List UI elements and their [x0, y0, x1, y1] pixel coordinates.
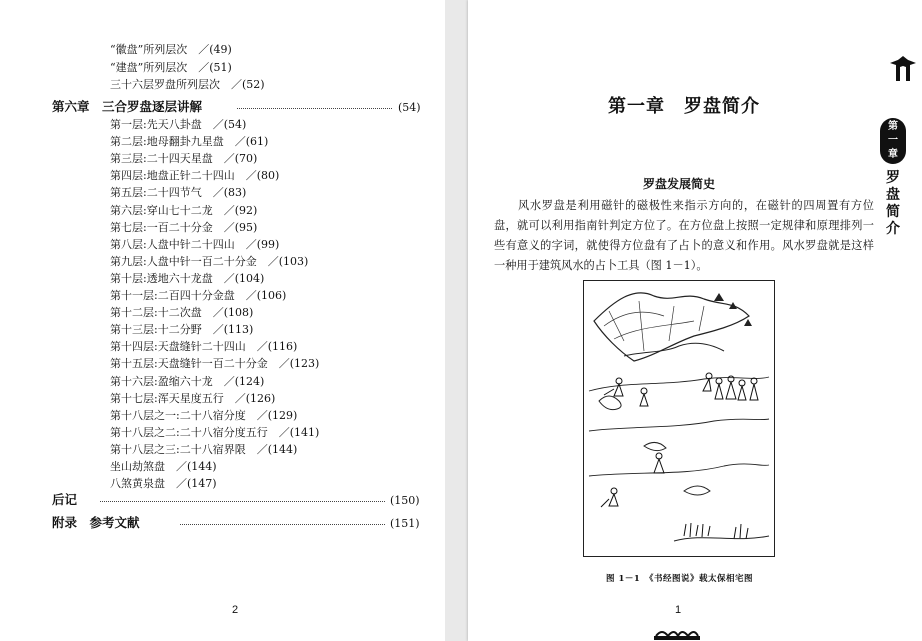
toc-spacer — [77, 515, 90, 530]
toc-entry-title: 第十三层:十二分野 — [110, 323, 202, 337]
badge-char: 章 — [888, 149, 898, 160]
toc-entry[interactable] — [110, 357, 319, 371]
toc-entry-title: “徽盘”所列层次 — [110, 43, 188, 56]
toc-entry-page: ／(83) — [212, 186, 247, 200]
toc-entry[interactable] — [110, 426, 319, 440]
toc-entry[interactable] — [110, 340, 297, 354]
toc-entry-title: 第九层:人盘中针一百二十分金 — [110, 254, 257, 268]
toc-entry-page: ／(106) — [245, 289, 287, 302]
page-number-left: 2 — [232, 604, 239, 616]
toc-entry-page: ／(54) — [212, 118, 247, 131]
toc-spacer — [90, 99, 103, 114]
toc-spacer — [165, 477, 176, 490]
toc-entry[interactable] — [110, 169, 279, 183]
toc-entry-title: 第五层:二十四节气 — [110, 186, 202, 200]
ornament-icon — [654, 625, 700, 641]
toc-entry[interactable] — [110, 443, 297, 457]
toc-entry-page: ／(61) — [234, 135, 269, 149]
toc-entry[interactable] — [110, 272, 264, 286]
toc-entry[interactable] — [110, 118, 246, 132]
toc-spacer — [213, 375, 224, 388]
compass-emblem-icon — [888, 55, 918, 87]
toc-entry-page: ／(51) — [198, 60, 232, 74]
toc-entry[interactable] — [110, 186, 246, 200]
toc-entry-page: ／(80) — [245, 169, 280, 183]
badge-char: 一 — [888, 135, 898, 146]
toc-entry-title: 三十六层罗盘所列层次 — [110, 78, 220, 91]
toc-entry[interactable] — [110, 409, 297, 423]
toc-entry-page: ／(116) — [256, 340, 298, 354]
toc-entry-page: ／(95) — [223, 220, 258, 234]
toc-entry-page: ／(144) — [176, 460, 217, 473]
toc-spacer — [202, 118, 213, 131]
toc-entry-page: ／(108) — [212, 306, 254, 320]
toc-entry[interactable] — [110, 460, 217, 474]
toc-spacer — [268, 426, 279, 439]
body-paragraph: 风水罗盘是利用磁针的磁极性来指示方向的，在磁针的四周置有方位盘，就可以利用指南针判定方位了。在方位盘上按照一定规律和原理排列一些有意义的字词，就使得方位盘有了占卜的意义和作用。风水罗盘就是这样一种用于建筑风水的占卜工具（图 1－1）。 — [494, 199, 874, 272]
toc-entry-title: 第十层:透地六十龙盘 — [110, 271, 213, 285]
toc-spacer — [213, 204, 224, 217]
appendix-label: 附录 — [52, 515, 78, 530]
toc-entry-page: ／(129) — [256, 408, 298, 422]
toc-entry[interactable] — [110, 392, 275, 406]
toc-entry[interactable] — [110, 152, 257, 166]
side-title-char: 罗 — [886, 170, 900, 186]
side-title — [883, 170, 903, 238]
toc-spacer — [202, 323, 213, 336]
toc-spacer — [246, 409, 257, 422]
appendix-page: (151) — [390, 517, 420, 530]
toc-entry-page: ／(103) — [267, 254, 309, 268]
toc-entry-title: 第十四层:天盘缝针二十四山 — [110, 340, 246, 354]
toc-entry-page: ／(70) — [223, 152, 258, 166]
toc-spacer — [165, 460, 176, 473]
toc-entry-title: “建盘”所列层次 — [110, 60, 188, 74]
toc-entry-title: 第十一层:二百四十分金盘 — [110, 289, 235, 302]
badge-char: 第 — [888, 121, 898, 132]
toc-entry-title: 第十八层之二:二十八宿分度五行 — [110, 425, 268, 439]
toc-entry-page: ／(49) — [198, 43, 232, 56]
leader-dots — [237, 108, 392, 109]
toc-entry-page: ／(113) — [212, 323, 254, 337]
toc-spacer — [224, 135, 235, 148]
toc-spacer — [202, 306, 213, 319]
toc-entry-title: 第一层:先天八卦盘 — [110, 118, 202, 131]
toc-entry-page: ／(126) — [234, 391, 276, 405]
toc-entry[interactable] — [110, 135, 268, 149]
right-page — [468, 0, 922, 641]
toc-entry[interactable] — [110, 221, 257, 235]
leader-dots — [180, 524, 385, 525]
toc-entry-title: 第十五层:天盘缝针一百二十分金 — [110, 357, 268, 371]
toc-entry[interactable] — [110, 255, 308, 269]
chapter-badge — [880, 118, 906, 164]
side-title-char: 简 — [886, 204, 900, 220]
toc-entry-title: 第十二层:十二次盘 — [110, 306, 202, 320]
toc-spacer — [213, 152, 224, 165]
toc-spacer — [246, 340, 257, 353]
toc-entry-title: 第十八层之三:二十八宿界限 — [110, 442, 246, 456]
toc-entry-page: ／(99) — [245, 237, 280, 251]
toc-entry[interactable] — [110, 323, 253, 337]
chapter-heading[interactable] — [52, 97, 202, 115]
toc-entry[interactable] — [110, 238, 279, 252]
toc-spacer — [235, 169, 246, 182]
afterword-heading[interactable]: 后记 — [52, 492, 78, 507]
toc-entry-title: 第七层:一百二十分金 — [110, 220, 213, 234]
toc-spacer — [257, 255, 268, 268]
toc-entry-title: 第十八层之一:二十八宿分度 — [110, 408, 246, 422]
toc-entry-page: ／(92) — [223, 203, 258, 217]
toc-entry-page: ／(104) — [223, 271, 265, 285]
toc-entry-page: ／(144) — [256, 442, 298, 456]
toc-entry-page: ／(141) — [278, 425, 320, 439]
figure-caption: 图 1－1 《书经图说》载太保相宅图 — [606, 574, 754, 584]
toc-spacer — [213, 272, 224, 285]
toc-entry-page: ／(123) — [278, 357, 320, 371]
toc-spacer — [268, 357, 279, 370]
chapter-side-tab — [880, 118, 908, 238]
toc-entry[interactable] — [110, 61, 232, 75]
side-title-char: 盘 — [886, 187, 900, 203]
left-page — [0, 0, 445, 641]
toc-spacer — [235, 289, 246, 302]
appendix-heading[interactable] — [52, 513, 140, 531]
toc-spacer — [187, 61, 198, 74]
chapter-label: 第六章 — [52, 99, 90, 114]
toc-spacer — [220, 78, 231, 91]
toc-entry-title: 第三层:二十四天星盘 — [110, 152, 213, 166]
section-title: 罗盘发展简史 — [643, 177, 716, 191]
toc-spacer — [235, 238, 246, 251]
chapter-page: (54) — [398, 101, 421, 114]
toc-spacer — [202, 186, 213, 199]
toc-entry-title: 第二层:地母翻卦九星盘 — [110, 135, 224, 149]
toc-entry-title: 坐山劫煞盘 — [110, 460, 165, 473]
toc-spacer — [213, 221, 224, 234]
page-gutter — [445, 0, 468, 641]
toc-entry-title: 第十六层:盈缩六十龙 — [110, 374, 213, 388]
toc-entry[interactable] — [110, 289, 286, 303]
toc-entry-page: ／(124) — [223, 374, 265, 388]
toc-entry[interactable] — [110, 204, 257, 218]
toc-spacer — [246, 443, 257, 456]
toc-spacer — [187, 43, 198, 56]
toc-entry[interactable] — [110, 43, 232, 57]
toc-entry-title: 第十七层:浑天星度五行 — [110, 391, 224, 405]
toc-spacer — [224, 392, 235, 405]
afterword-page: (150) — [390, 494, 420, 507]
toc-entry-title: 第六层:穿山七十二龙 — [110, 203, 213, 217]
toc-entry-title: 第四层:地盘正针二十四山 — [110, 169, 235, 183]
toc-entry[interactable] — [110, 78, 265, 92]
toc-entry-page: ／(52) — [231, 78, 265, 91]
toc-entry-page: ／(147) — [176, 477, 217, 491]
toc-entry-title: 八煞黄泉盘 — [110, 477, 165, 491]
side-title-char: 介 — [886, 221, 900, 237]
leader-dots — [100, 501, 385, 502]
page-number-right: 1 — [675, 604, 682, 616]
toc-entry[interactable] — [110, 477, 217, 491]
appendix-title: 参考文献 — [89, 515, 140, 530]
chapter-title: 第一章 罗盘简介 — [608, 96, 760, 117]
toc-entry[interactable] — [110, 306, 253, 320]
chapter-title-entry: 三合罗盘逐层讲解 — [102, 99, 203, 114]
toc-entry[interactable] — [110, 375, 264, 389]
woodblock-illustration — [583, 280, 775, 557]
toc-entry-title: 第八层:人盘中针二十四山 — [110, 237, 235, 251]
